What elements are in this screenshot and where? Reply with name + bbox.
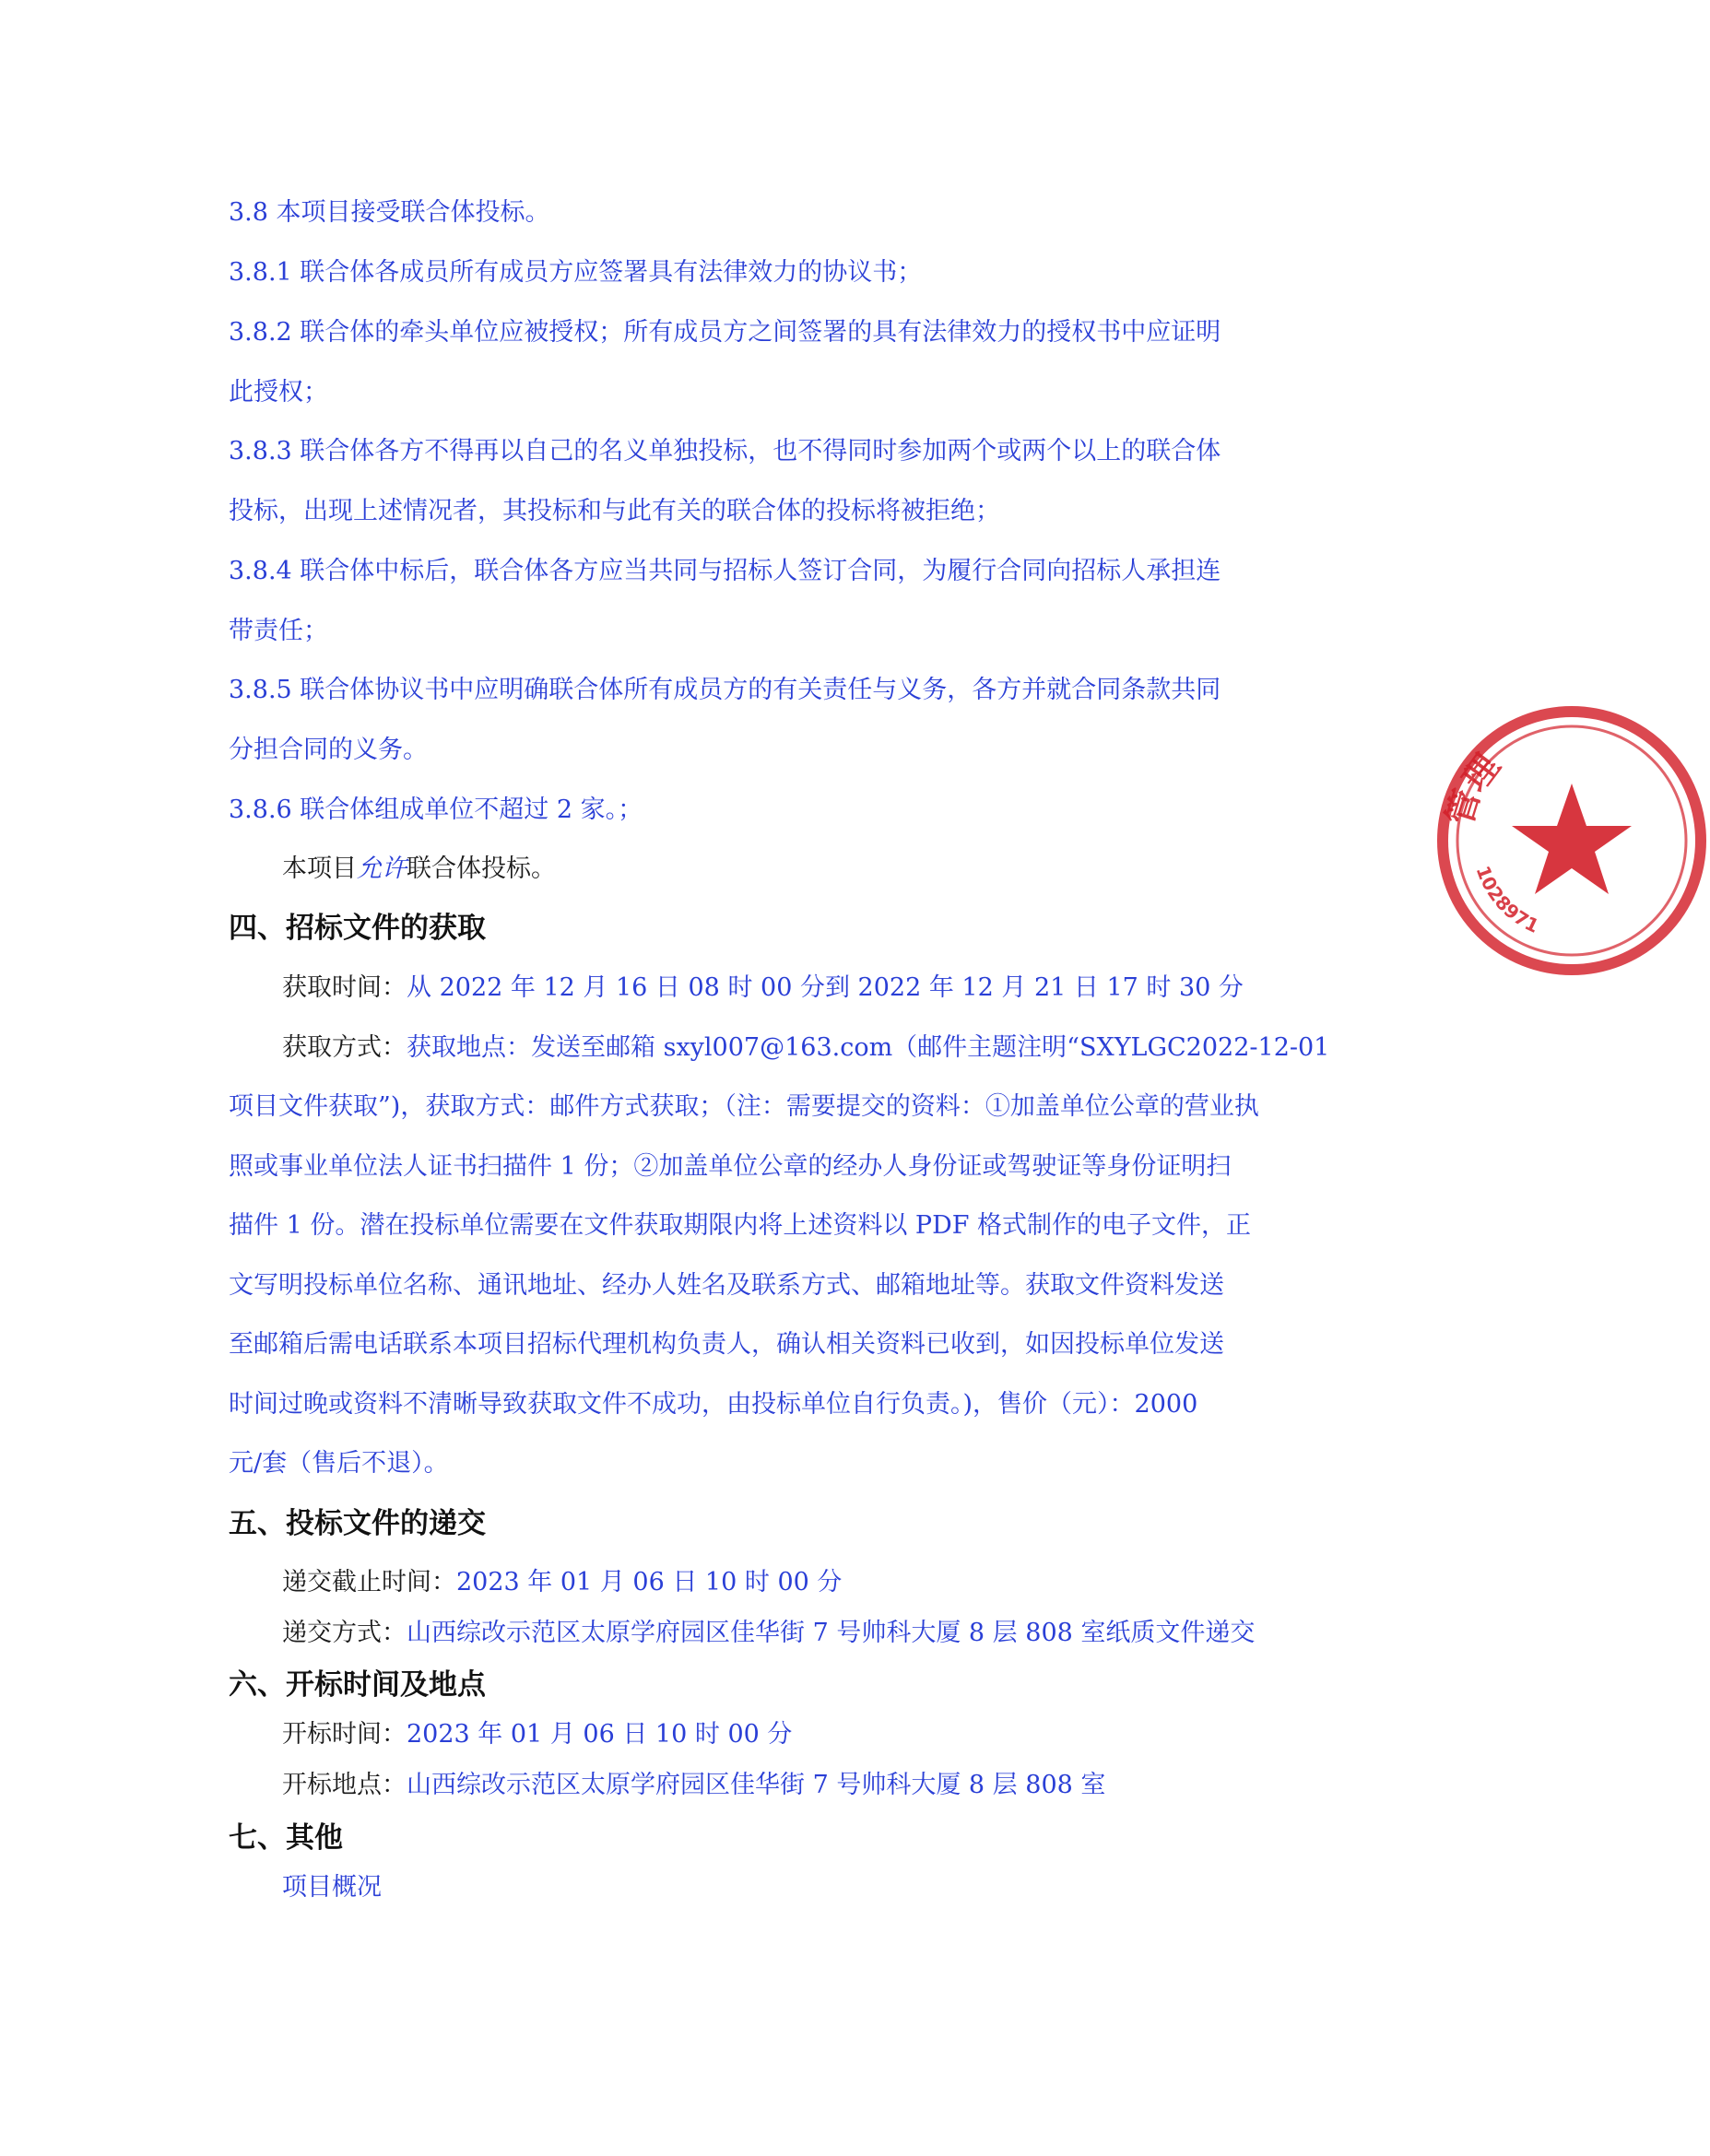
- acquire-time-value: 从 2022 年 12 月 16 日 08 时 00 分到 2022 年 12 月 21 日 17 时 30 分: [407, 973, 1244, 1002]
- joint-bid-allowed-note: [282, 854, 556, 885]
- official-seal-stamp: [1433, 702, 1710, 979]
- clause-3-8-3-line1: 3.8.3 联合体各方不得再以自己的名义单独投标，也不得同时参加两个或两个以上的联合体: [229, 437, 1221, 465]
- acquire-method-line8: 元/套（售后不退）。: [229, 1449, 449, 1478]
- clause-3-8-3-line2: 投标，出现上述情况者，其投标和与此有关的联合体的投标将被拒绝；: [229, 497, 1000, 525]
- submit-method-value: 山西综改示范区太原学府园区佳华街 7 号帅科大厦 8 层 808 室纸质文件递交: [407, 1619, 1256, 1647]
- section-6-heading: 六、开标时间及地点: [229, 1668, 486, 1702]
- acquire-method-row: [282, 1032, 1329, 1064]
- acquire-method-line3: 照或事业单位法人证书扫描件 1 份；②加盖单位公章的经办人身份证或驾驶证等身份证明扫: [229, 1152, 1232, 1181]
- acquire-method-label: 获取方式：: [282, 1033, 407, 1062]
- clause-3-8-5-line2: 分担合同的义务。: [229, 736, 428, 764]
- clause-3-8-4-line1: 3.8.4 联合体中标后，联合体各方应当共同与招标人签订合同，为履行合同向招标人承担连: [229, 557, 1221, 585]
- acquire-method-line5: 文写明投标单位名称、通讯地址、经办人姓名及联系方式、邮箱地址等。获取文件资料发送: [229, 1271, 1224, 1300]
- allow-word: 允许: [357, 854, 407, 883]
- clause-3-8-4-line2: 带责任；: [229, 617, 328, 645]
- opening-time-value: 2023 年 01 月 06 日 10 时 00 分: [407, 1720, 793, 1749]
- opening-place-value: 山西综改示范区太原学府园区佳华街 7 号帅科大厦 8 层 808 室: [407, 1771, 1106, 1799]
- seal-number-path: 1028971: [1471, 862, 1543, 937]
- clause-3-8-6: 3.8.6 联合体组成单位不超过 2 家。；: [229, 795, 643, 824]
- clause-3-8: 3.8 本项目接受联合体投标。: [229, 198, 550, 227]
- allow-suffix: 联合体投标。: [407, 854, 556, 883]
- acquire-time-row: [282, 972, 1244, 1004]
- section-7-heading: 七、其他: [229, 1821, 343, 1855]
- acquire-method-line4: 描件 1 份。潜在投标单位需要在文件获取期限内将上述资料以 PDF 格式制作的电子文件，正: [229, 1211, 1252, 1240]
- allow-prefix: 本项目: [282, 854, 357, 883]
- submit-method-row: [282, 1618, 1255, 1649]
- acquire-method-line2: 项目文件获取”)，获取方式：邮件方式获取；（注：需要提交的资料：①加盖单位公章的营业执: [229, 1092, 1259, 1121]
- submit-deadline-label: 递交截止时间：: [282, 1568, 456, 1596]
- opening-place-row: [282, 1770, 1105, 1801]
- section-5-heading: 五、投标文件的递交: [229, 1507, 486, 1540]
- seal-top-text: 管理: [1438, 746, 1508, 831]
- acquire-method-line1: 获取地点：发送至邮箱 sxyl007@163.com（邮件主题注明“SXYLGC2022-12-01: [407, 1033, 1330, 1062]
- project-overview-label: 项目概况: [282, 1873, 382, 1902]
- opening-place-label: 开标地点：: [282, 1771, 407, 1799]
- clause-3-8-2-line2: 此授权；: [229, 378, 328, 406]
- acquire-method-line6: 至邮箱后需电话联系本项目招标代理机构负责人，确认相关资料已收到，如因投标单位发送: [229, 1330, 1224, 1359]
- clause-3-8-5-line1: 3.8.5 联合体协议书中应明确联合体所有成员方的有关责任与义务，各方并就合同条款共同: [229, 676, 1221, 704]
- acquire-time-label: 获取时间：: [282, 973, 407, 1002]
- submit-method-label: 递交方式：: [282, 1619, 407, 1647]
- submit-deadline-value: 2023 年 01 月 06 日 10 时 00 分: [456, 1568, 843, 1596]
- acquire-method-line7: 时间过晚或资料不清晰导致获取文件不成功，由投标单位自行负责。)，售价（元）：2000: [229, 1390, 1198, 1419]
- section-4-heading: 四、招标文件的获取: [229, 912, 486, 945]
- opening-time-label: 开标时间：: [282, 1720, 407, 1749]
- opening-time-row: [282, 1719, 792, 1750]
- clause-3-8-1: 3.8.1 联合体各成员所有成员方应签署具有法律效力的协议书；: [229, 258, 923, 287]
- clause-3-8-2-line1: 3.8.2 联合体的牵头单位应被授权；所有成员方之间签署的具有法律效力的授权书中应证明: [229, 318, 1221, 347]
- seal-star-icon: [1512, 783, 1632, 894]
- submit-deadline-row: [282, 1567, 842, 1598]
